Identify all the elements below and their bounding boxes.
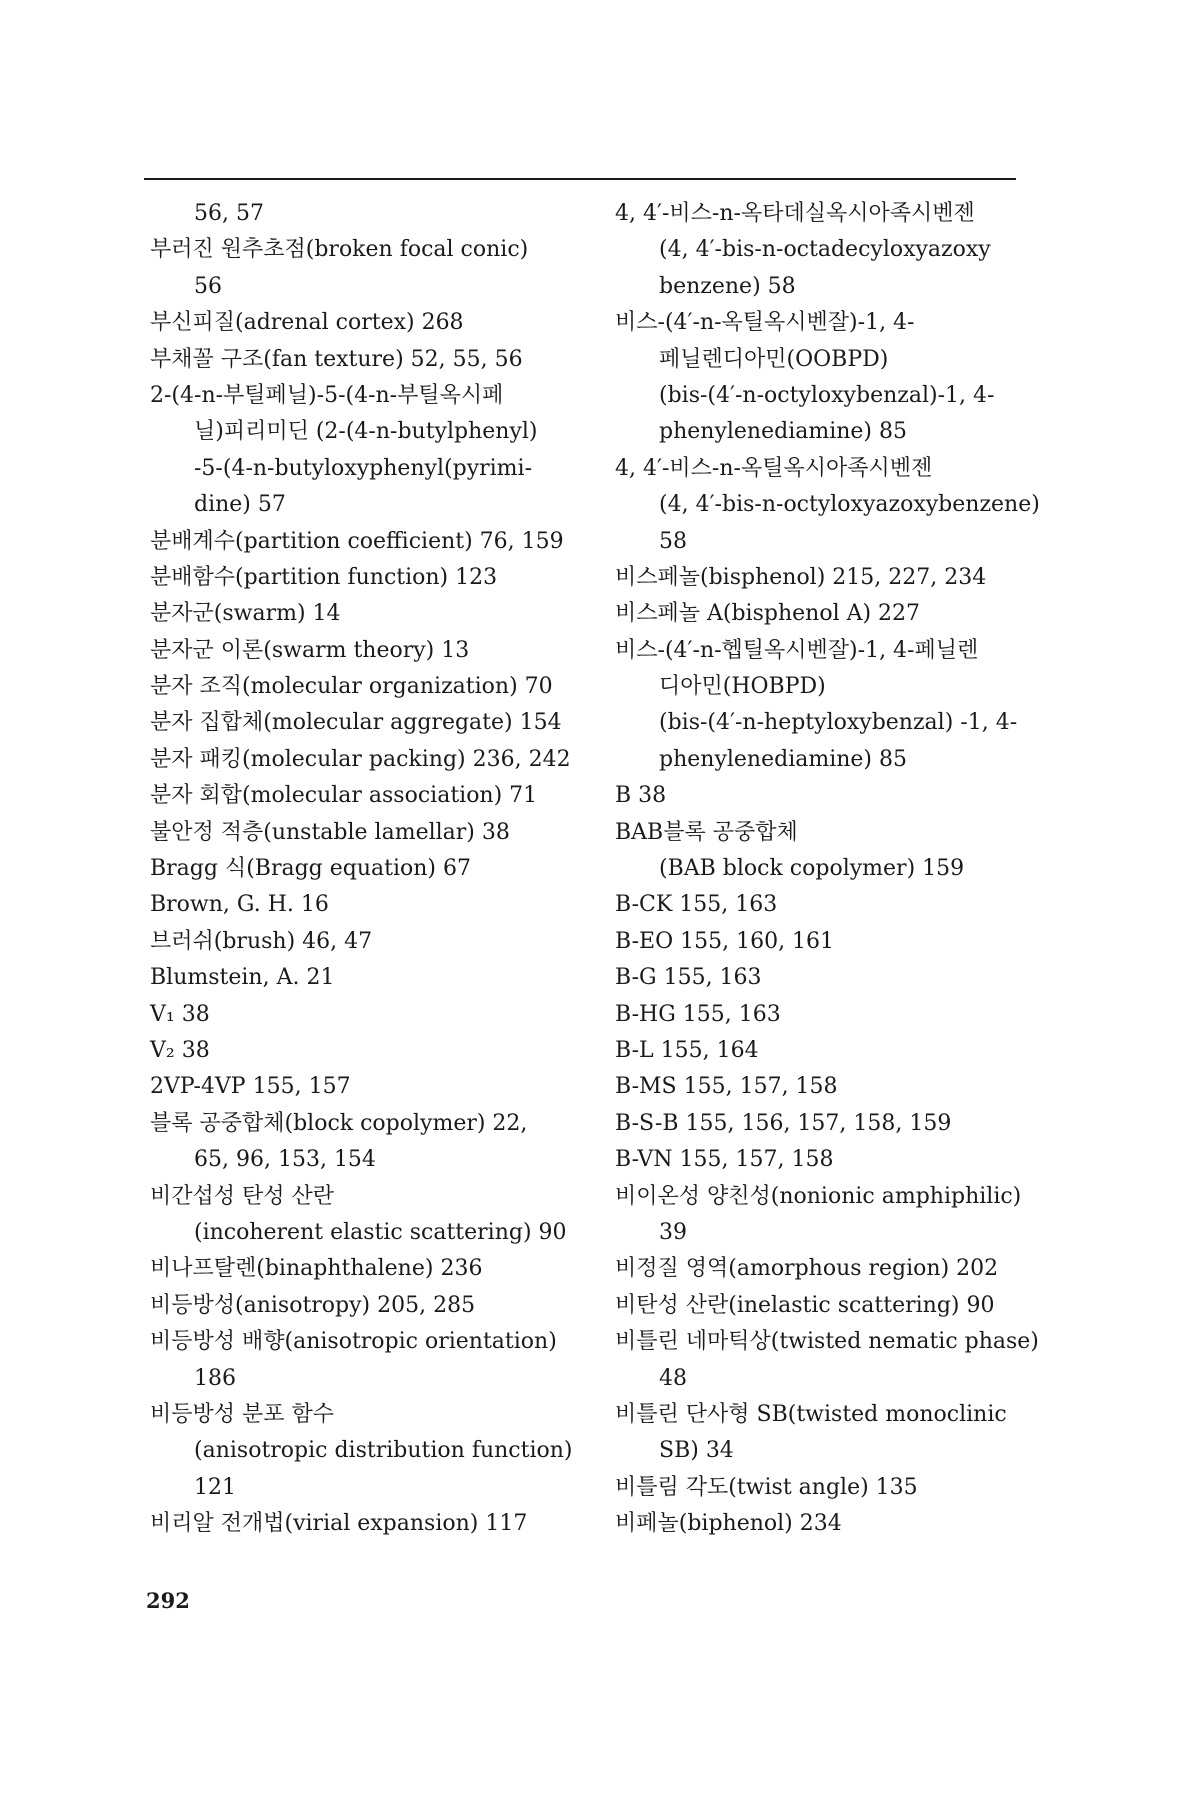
index-entry-line: 비리알 전개법(virial expansion) 117 — [150, 1511, 528, 1537]
index-entry-line: 비정질 영역(amorphous region) 202 — [615, 1256, 999, 1282]
index-entry-line: (BAB block copolymer) 159 — [659, 856, 965, 882]
index-entry-line: 분자 조직(molecular organization) 70 — [150, 674, 553, 700]
index-entry-line: V₂ 38 — [150, 1037, 210, 1063]
index-entry-line: 56, 57 — [194, 201, 264, 226]
index-entry-line: 불안정 적층(unstable lamellar) 38 — [150, 819, 510, 845]
index-entry-line: 비페놀(biphenol) 234 — [615, 1511, 842, 1537]
index-entry-line: 비등방성(anisotropy) 205, 285 — [150, 1292, 476, 1318]
index-entry-line: 부신피질(adrenal cortex) 268 — [150, 310, 464, 336]
page-number: 292 — [146, 1588, 190, 1613]
index-entry-line: Bragg 식(Bragg equation) 67 — [150, 856, 472, 882]
index-entry-line: B-L 155, 164 — [615, 1037, 759, 1063]
index-entry-line: 디아민(HOBPD) — [659, 674, 826, 700]
index-entry-line: (anisotropic distribution function) — [194, 1438, 573, 1464]
index-entry-line: 비스-(4′-n-헵틸옥시벤잘)-1, 4-페닐렌 — [615, 637, 979, 663]
index-entry-line: benzene) 58 — [659, 273, 796, 299]
index-entry-line: 부러진 원추초점(broken focal conic) — [150, 237, 529, 263]
index-entry-line: Blumstein, A. 21 — [150, 965, 335, 991]
index-entry-line: (bis-(4′-n-heptyloxybenzal) -1, 4- — [659, 710, 1018, 736]
index-entry-line: 121 — [194, 1474, 236, 1500]
header-rule — [144, 178, 1016, 180]
index-entry-line: B-VN 155, 157, 158 — [615, 1147, 834, 1173]
index-entry-line: 부채꼴 구조(fan texture) 52, 55, 56 — [150, 346, 523, 372]
index-entry-line: -5-(4-n-butyloxyphenyl(pyrimi- — [194, 455, 533, 481]
index-entry-line: (4, 4′-bis-n-octadecyloxyazoxy — [659, 237, 991, 263]
index-entry-line: 닐)피리미딘 (2-(4-n-butylphenyl) — [194, 419, 538, 445]
index-entry-line: 비나프탈렌(binaphthalene) 236 — [150, 1256, 483, 1282]
index-entry-line: 39 — [659, 1219, 687, 1245]
index-entry-line: 분배계수(partition coefficient) 76, 159 — [150, 528, 564, 554]
index-entry-line: 4, 4′-비스-n-옥타데실옥시아족시벤젠 — [615, 201, 975, 226]
index-entry-line: BAB블록 공중합체 — [615, 819, 798, 845]
index-entry-line: 비스페놀(bisphenol) 215, 227, 234 — [615, 564, 987, 590]
index-entry-line: 비틀린 네마틱상(twisted nematic phase) — [615, 1329, 1039, 1355]
index-entry-line: 4, 4′-비스-n-옥틸옥시아족시벤젠 — [615, 455, 933, 481]
index-entry-line: 비스-(4′-n-옥틸옥시벤잘)-1, 4- — [615, 310, 915, 336]
index-entry-line: (incoherent elastic scattering) 90 — [194, 1219, 567, 1245]
index-entry-line: SB) 34 — [659, 1438, 734, 1464]
index-entry-line: 비등방성 분포 함수 — [150, 1401, 335, 1427]
index-column-right — [615, 196, 1045, 1542]
index-entry-line: 비스페놀 A(bisphenol A) 227 — [615, 601, 921, 627]
index-entry-line: phenylenediamine) 85 — [659, 419, 908, 445]
index-entry-line: B 38 — [615, 783, 667, 809]
index-entry-line: 2-(4-n-부틸페닐)-5-(4-n-부틸옥시페 — [150, 382, 504, 408]
index-entry-line: 비틀린 단사형 SB(twisted monoclinic — [615, 1401, 1007, 1427]
index-entry-line: B-S-B 155, 156, 157, 158, 159 — [615, 1110, 952, 1136]
index-entry-line: 비탄성 산란(inelastic scattering) 90 — [615, 1292, 995, 1318]
index-entry-line: 블록 공중합체(block copolymer) 22, — [150, 1110, 528, 1136]
index-entry-line: 48 — [659, 1365, 687, 1391]
index-entry-line: 비이온성 양친성(nonionic amphiphilic) — [615, 1183, 1022, 1209]
index-column-left — [150, 196, 580, 1542]
index-entry-line: 비등방성 배향(anisotropic orientation) — [150, 1329, 557, 1355]
index-entry-line: (bis-(4′-n-octyloxybenzal)-1, 4- — [659, 382, 995, 408]
index-entry-line: Brown, G. H. 16 — [150, 892, 329, 918]
index-entry-line: 페닐렌디아민(OOBPD) — [659, 346, 889, 372]
index-entry-line: 58 — [659, 528, 687, 554]
index-entry-line: 비간섭성 탄성 산란 — [150, 1183, 335, 1209]
index-entry-line: B-HG 155, 163 — [615, 1001, 781, 1027]
index-entry-line: 2VP-4VP 155, 157 — [150, 1074, 351, 1100]
index-entry-line: 분자 패킹(molecular packing) 236, 242 — [150, 746, 571, 772]
index-entry-line: 분자 집합체(molecular aggregate) 154 — [150, 710, 562, 736]
index-entry-line: 56 — [194, 273, 222, 299]
index-entry-line: 분자군(swarm) 14 — [150, 601, 341, 627]
index-entry-line: dine) 57 — [194, 492, 286, 518]
index-entry-line: 분자 회합(molecular association) 71 — [150, 783, 538, 809]
index-entry-line: B-MS 155, 157, 158 — [615, 1074, 838, 1100]
index-entry-line: 브러쉬(brush) 46, 47 — [150, 928, 373, 954]
index-entry-line: 분자군 이론(swarm theory) 13 — [150, 637, 470, 663]
index-entry-line: 65, 96, 153, 154 — [194, 1147, 376, 1173]
index-entry-line: 분배함수(partition function) 123 — [150, 564, 498, 590]
index-entry-line: V₁ 38 — [150, 1001, 210, 1027]
index-entry-line: phenylenediamine) 85 — [659, 746, 908, 772]
index-entry-line: B-CK 155, 163 — [615, 892, 778, 918]
index-entry-line: B-G 155, 163 — [615, 965, 762, 991]
index-entry-line: B-EO 155, 160, 161 — [615, 928, 835, 954]
index-entry-line: 186 — [194, 1365, 236, 1391]
index-entry-line: 비틀림 각도(twist angle) 135 — [615, 1474, 918, 1500]
index-entry-line: (4, 4′-bis-n-octyloxyazoxybenzene) — [659, 492, 1040, 518]
